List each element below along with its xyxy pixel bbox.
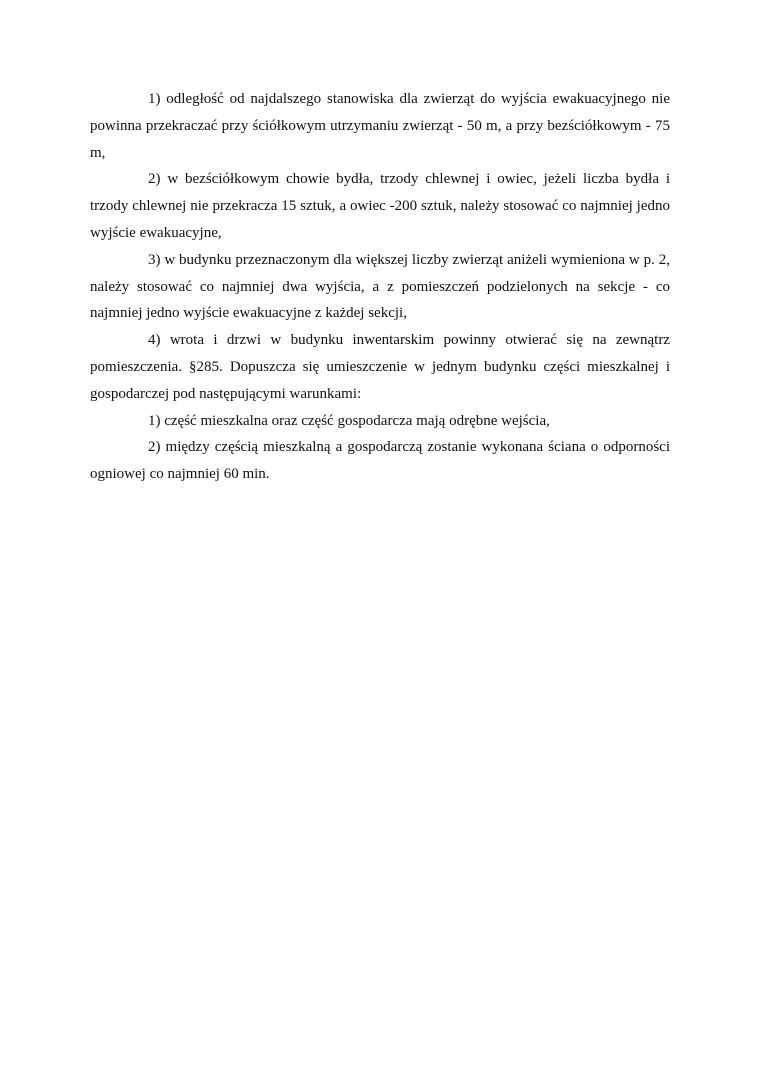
paragraph-doors-opening: 4) wrota i drzwi w budynku inwentarskim powinny otwierać się na zewnątrz pomieszczenia. §285. Dopuszcza się umieszczenie w jednym budynku części mieszkalnej i gospodarczej pod następującymi warunkami: <box>90 332 670 402</box>
document-body <box>90 86 670 488</box>
paragraph-larger-buildings-exits: 3) w budynku przeznaczonym dla większej liczby zwierząt aniżeli wymieniona w p. 2, należy stosować co najmniej dwa wyjścia, a z pomieszczeń podzielonych na sekcje - co najmniej jedno wyjście ewakuacyjne z każdej sekcji, <box>90 251 670 322</box>
paragraph-distance-to-exit: 1) odległość od najdalszego stanowiska dla zwierząt do wyjścia ewakuacyjnego nie powinna przekraczać przy ściółkowym utrzymaniu zwierząt - 50 m, a przy bezściółkowym - 75 m, <box>90 91 670 161</box>
paragraph-fire-wall: 2) między częścią mieszkalną a gospodarczą zostanie wykonana ściana o odporności ogniowej co najmniej 60 min. <box>90 439 670 483</box>
paragraph-bedding-free-livestock: 2) w bezściółkowym chowie bydła, trzody chlewnej i owiec, jeżeli liczba bydła i trzody chlewnej nie przekracza 15 sztuk, a owiec -200 sztuk, należy stosować co najmniej jedno wyjście ewakuacyjne, <box>90 171 670 241</box>
paragraph-separate-entrances: 1) część mieszkalna oraz część gospodarcza mają odrębne wejścia, <box>148 412 550 429</box>
